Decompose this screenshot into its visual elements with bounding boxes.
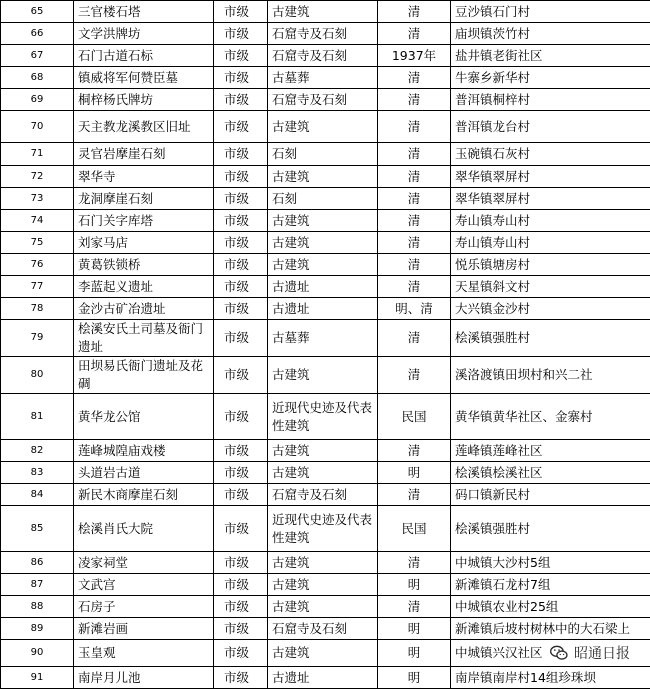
site-category-cell: 古建筑 <box>268 210 378 232</box>
era-cell: 明 <box>378 618 451 640</box>
table-row <box>1 111 650 143</box>
protection-level-cell: 市级 <box>214 111 268 143</box>
protection-level-cell: 市级 <box>214 166 268 188</box>
location-cell: 桧溪镇强胜村 <box>451 506 650 552</box>
site-name-cell: 黄华龙公馆 <box>74 394 214 440</box>
row-number-cell: 67 <box>1 45 74 67</box>
protection-level-cell: 市级 <box>214 89 268 111</box>
era-cell: 清 <box>378 440 451 462</box>
site-name-cell: 三官楼石塔 <box>74 1 214 23</box>
protection-level-cell: 市级 <box>214 440 268 462</box>
site-category-cell: 石窟寺及石刻 <box>268 89 378 111</box>
site-name-cell: 桧溪肖氏大院 <box>74 506 214 552</box>
row-number-cell: 72 <box>1 166 74 188</box>
site-category-cell: 近现代史迹及代表性建筑 <box>268 506 378 552</box>
site-category-cell: 古建筑 <box>268 1 378 23</box>
protection-level-cell: 市级 <box>214 574 268 596</box>
table-row <box>1 462 650 484</box>
row-number-cell: 83 <box>1 462 74 484</box>
location-cell: 新滩镇石龙村7组 <box>451 574 650 596</box>
table-row <box>1 574 650 596</box>
site-category-cell: 古遗址 <box>268 298 378 320</box>
era-cell: 民国 <box>378 506 451 552</box>
location-cell: 翠华镇翠屏村 <box>451 166 650 188</box>
protection-level-cell: 市级 <box>214 298 268 320</box>
protection-level-cell: 市级 <box>214 1 268 23</box>
row-number-cell: 71 <box>1 143 74 166</box>
location-cell: 豆沙镇石门村 <box>451 1 650 23</box>
protection-level-cell: 市级 <box>214 394 268 440</box>
site-category-cell: 石窟寺及石刻 <box>268 23 378 45</box>
protection-level-cell: 市级 <box>214 254 268 276</box>
era-cell: 明 <box>378 574 451 596</box>
table-row <box>1 89 650 111</box>
site-name-cell: 田坝易氏衙门遗址及花碉 <box>74 357 214 394</box>
site-category-cell: 古建筑 <box>268 111 378 143</box>
site-category-cell: 古墓葬 <box>268 320 378 357</box>
location-cell: 盐井镇老街社区 <box>451 45 650 67</box>
site-category-cell: 石刻 <box>268 143 378 166</box>
row-number-cell: 65 <box>1 1 74 23</box>
row-number-cell: 87 <box>1 574 74 596</box>
location-cell: 新滩镇后坡村树林中的大石梁上 <box>451 618 650 640</box>
site-category-cell: 石窟寺及石刻 <box>268 484 378 506</box>
site-name-cell: 石门关字库塔 <box>74 210 214 232</box>
protection-level-cell: 市级 <box>214 23 268 45</box>
protection-level-cell: 市级 <box>214 276 268 298</box>
location-cell: 码口镇新民村 <box>451 484 650 506</box>
row-number-cell: 84 <box>1 484 74 506</box>
row-number-cell: 80 <box>1 357 74 394</box>
site-name-cell: 新滩岩画 <box>74 618 214 640</box>
site-name-cell: 莲峰城隍庙戏楼 <box>74 440 214 462</box>
protection-level-cell: 市级 <box>214 45 268 67</box>
era-cell: 明、清 <box>378 298 451 320</box>
table-row <box>1 210 650 232</box>
site-name-cell: 镇威将军何赞臣墓 <box>74 67 214 89</box>
site-name-cell: 玉皇观 <box>74 640 214 667</box>
row-number-cell: 74 <box>1 210 74 232</box>
table-row <box>1 394 650 440</box>
site-category-cell: 石窟寺及石刻 <box>268 618 378 640</box>
era-cell: 清 <box>378 89 451 111</box>
site-name-cell: 金沙古矿冶遗址 <box>74 298 214 320</box>
row-number-cell: 77 <box>1 276 74 298</box>
location-cell: 庙坝镇茨竹村 <box>451 23 650 45</box>
era-cell: 清 <box>378 276 451 298</box>
table-row <box>1 45 650 67</box>
era-cell: 清 <box>378 143 451 166</box>
location-cell: 翠华镇翠屏村 <box>451 188 650 210</box>
row-number-cell: 82 <box>1 440 74 462</box>
era-cell: 清 <box>378 1 451 23</box>
protection-level-cell: 市级 <box>214 618 268 640</box>
era-cell: 清 <box>378 254 451 276</box>
location-cell: 悦乐镇塘房村 <box>451 254 650 276</box>
era-cell: 清 <box>378 210 451 232</box>
protection-level-cell: 市级 <box>214 640 268 667</box>
row-number-cell: 76 <box>1 254 74 276</box>
site-name-cell: 桐梓杨氏牌坊 <box>74 89 214 111</box>
protection-level-cell: 市级 <box>214 232 268 254</box>
site-category-cell: 古遗址 <box>268 276 378 298</box>
protection-level-cell: 市级 <box>214 320 268 357</box>
site-category-cell: 石窟寺及石刻 <box>268 45 378 67</box>
site-category-cell: 近现代史迹及代表性建筑 <box>268 394 378 440</box>
site-category-cell: 古建筑 <box>268 462 378 484</box>
era-cell: 清 <box>378 320 451 357</box>
site-category-cell: 石刻 <box>268 188 378 210</box>
protection-level-cell: 市级 <box>214 596 268 618</box>
location-cell: 中城镇农业村25组 <box>451 596 650 618</box>
location-cell: 大兴镇金沙村 <box>451 298 650 320</box>
location-cell: 牛寨乡新华村 <box>451 67 650 89</box>
row-number-cell: 70 <box>1 111 74 143</box>
row-number-cell: 75 <box>1 232 74 254</box>
table-row <box>1 188 650 210</box>
era-cell: 1937年 <box>378 45 451 67</box>
site-category-cell: 古建筑 <box>268 357 378 394</box>
era-cell: 民国 <box>378 394 451 440</box>
location-cell: 莲峰镇莲峰社区 <box>451 440 650 462</box>
table-row <box>1 320 650 357</box>
location-cell: 普洱镇桐梓村 <box>451 89 650 111</box>
protection-level-cell: 市级 <box>214 506 268 552</box>
site-category-cell: 古建筑 <box>268 640 378 667</box>
wechat-icon <box>549 643 569 663</box>
site-name-cell: 桧溪安氏土司墓及衙门遗址 <box>74 320 214 357</box>
table-row <box>1 440 650 462</box>
watermark <box>545 640 634 666</box>
site-name-cell: 文学洪牌坊 <box>74 23 214 45</box>
site-name-cell: 新民木商摩崖石刻 <box>74 484 214 506</box>
location-cell: 黄华镇黄华社区、金寨村 <box>451 394 650 440</box>
site-category-cell: 古墓葬 <box>268 67 378 89</box>
era-cell: 清 <box>378 552 451 574</box>
era-cell: 明 <box>378 640 451 667</box>
table-row <box>1 166 650 188</box>
row-number-cell: 81 <box>1 394 74 440</box>
protection-level-cell: 市级 <box>214 210 268 232</box>
site-category-cell: 古建筑 <box>268 552 378 574</box>
location-cell: 普洱镇龙台村 <box>451 111 650 143</box>
protection-level-cell: 市级 <box>214 67 268 89</box>
row-number-cell: 66 <box>1 23 74 45</box>
table-row <box>1 596 650 618</box>
protection-level-cell: 市级 <box>214 667 268 689</box>
era-cell: 明 <box>378 667 451 689</box>
location-cell: 天星镇斜文村 <box>451 276 650 298</box>
site-name-cell: 石房子 <box>74 596 214 618</box>
row-number-cell: 91 <box>1 667 74 689</box>
table-row <box>1 506 650 552</box>
site-name-cell: 黄葛铁锁桥 <box>74 254 214 276</box>
site-name-cell: 李蓝起义遗址 <box>74 276 214 298</box>
site-name-cell: 凌家祠堂 <box>74 552 214 574</box>
protection-level-cell: 市级 <box>214 357 268 394</box>
protection-level-cell: 市级 <box>214 143 268 166</box>
protection-level-cell: 市级 <box>214 552 268 574</box>
table-row <box>1 298 650 320</box>
era-cell: 清 <box>378 166 451 188</box>
location-cell: 中城镇大沙村5组 <box>451 552 650 574</box>
row-number-cell: 85 <box>1 506 74 552</box>
location-cell: 寿山镇寿山村 <box>451 232 650 254</box>
site-name-cell: 头道岩古道 <box>74 462 214 484</box>
site-category-cell: 古遗址 <box>268 667 378 689</box>
era-cell: 清 <box>378 357 451 394</box>
table-row <box>1 1 650 23</box>
location-cell: 南岸镇南岸村14组珍珠坝 <box>451 667 650 689</box>
site-name-cell: 天主教龙溪教区旧址 <box>74 111 214 143</box>
row-number-cell: 89 <box>1 618 74 640</box>
row-number-cell: 90 <box>1 640 74 667</box>
table-row <box>1 143 650 166</box>
era-cell: 清 <box>378 484 451 506</box>
era-cell: 清 <box>378 188 451 210</box>
site-name-cell: 石门古道石标 <box>74 45 214 67</box>
table-row <box>1 484 650 506</box>
site-category-cell: 古建筑 <box>268 574 378 596</box>
site-category-cell: 古建筑 <box>268 596 378 618</box>
era-cell: 清 <box>378 232 451 254</box>
row-number-cell: 79 <box>1 320 74 357</box>
site-name-cell: 翠华寺 <box>74 166 214 188</box>
table-row <box>1 67 650 89</box>
table-row <box>1 23 650 45</box>
table-row <box>1 357 650 394</box>
table-row <box>1 552 650 574</box>
era-cell: 清 <box>378 111 451 143</box>
table-row <box>1 667 650 689</box>
era-cell: 清 <box>378 67 451 89</box>
row-number-cell: 69 <box>1 89 74 111</box>
site-name-cell: 灵官岩摩崖石刻 <box>74 143 214 166</box>
era-cell: 明 <box>378 462 451 484</box>
table-row <box>1 254 650 276</box>
row-number-cell: 68 <box>1 67 74 89</box>
table-row <box>1 618 650 640</box>
location-cell: 溪洛渡镇田坝村和兴二社 <box>451 357 650 394</box>
row-number-cell: 88 <box>1 596 74 618</box>
protection-level-cell: 市级 <box>214 484 268 506</box>
site-category-cell: 古建筑 <box>268 232 378 254</box>
site-name-cell: 刘家马店 <box>74 232 214 254</box>
site-name-cell: 文武宫 <box>74 574 214 596</box>
site-name-cell: 龙洞摩崖石刻 <box>74 188 214 210</box>
location-cell: 桧溪镇桧溪社区 <box>451 462 650 484</box>
row-number-cell: 78 <box>1 298 74 320</box>
era-cell: 清 <box>378 596 451 618</box>
row-number-cell: 73 <box>1 188 74 210</box>
site-category-cell: 古建筑 <box>268 166 378 188</box>
location-cell: 桧溪镇强胜村 <box>451 320 650 357</box>
era-cell: 清 <box>378 23 451 45</box>
protection-level-cell: 市级 <box>214 462 268 484</box>
table-row <box>1 276 650 298</box>
protection-level-cell: 市级 <box>214 188 268 210</box>
location-cell: 玉碗镇石灰村 <box>451 143 650 166</box>
site-name-cell: 南岸月儿池 <box>74 667 214 689</box>
watermark-text: 昭通日报 <box>574 643 630 663</box>
site-category-cell: 古建筑 <box>268 254 378 276</box>
table-row <box>1 232 650 254</box>
location-cell: 中城镇兴汉社区 <box>451 640 650 667</box>
location-cell: 寿山镇寿山村 <box>451 210 650 232</box>
row-number-cell: 86 <box>1 552 74 574</box>
site-category-cell: 古建筑 <box>268 440 378 462</box>
